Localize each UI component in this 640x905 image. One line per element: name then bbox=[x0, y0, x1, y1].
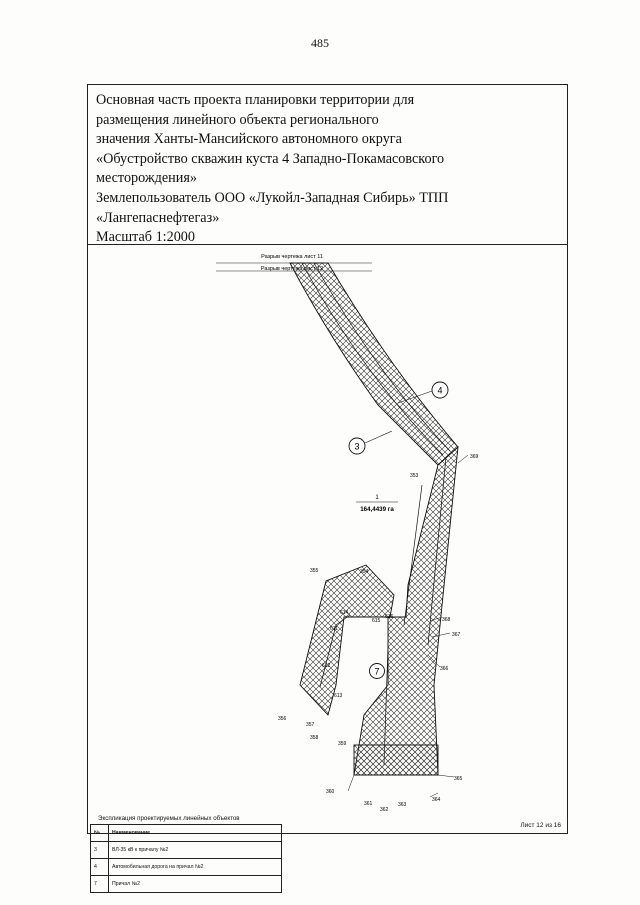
legend-name: ВЛ-35 кВ к причалу №2 bbox=[109, 842, 282, 859]
break-bottom-label: Разрыв чертежа лист 12 bbox=[260, 266, 324, 272]
area-value: 164,4439 га bbox=[360, 506, 394, 513]
point-360: 360 bbox=[326, 789, 335, 795]
point-369: 369 bbox=[470, 454, 479, 460]
legend-header-row bbox=[91, 825, 282, 842]
legend-name: Автомобильная дорога на причал №2 bbox=[109, 859, 282, 876]
point-355: 355 bbox=[310, 568, 319, 574]
legend bbox=[90, 815, 282, 893]
area-number: 1 bbox=[375, 495, 379, 501]
point-368: 368 bbox=[442, 617, 451, 623]
legend-name: Причал №2 bbox=[109, 876, 282, 893]
legend-title: Экспликация проектируемых линейных объектов bbox=[98, 815, 240, 822]
title-line: значения Ханты-Мансийского автономного округа bbox=[96, 131, 402, 148]
title-line: «Лангепаснефтегаз» bbox=[96, 209, 220, 226]
point-615: 615 bbox=[372, 618, 381, 624]
legend-table bbox=[90, 824, 282, 893]
bottom-block bbox=[354, 745, 438, 775]
callout-4-text: 4 bbox=[437, 385, 443, 396]
callout-7 bbox=[370, 664, 385, 679]
title-line: Масштаб 1:2000 bbox=[96, 229, 195, 246]
legend-header-name: Наименование bbox=[109, 825, 282, 842]
title-line: Землепользователь ООО «Лукойл-Западная Сибирь» ТПП bbox=[96, 189, 449, 206]
legend-header-num: № bbox=[91, 825, 109, 842]
corridor-upper bbox=[290, 263, 458, 465]
callout-3 bbox=[349, 431, 392, 454]
point-363: 363 bbox=[398, 802, 407, 808]
break-top-label: Разрыв чертежа лист 11 bbox=[261, 254, 323, 260]
point-354: 354 bbox=[360, 569, 369, 575]
table-row bbox=[91, 842, 282, 859]
point-356: 356 bbox=[278, 716, 287, 722]
callout-7-text: 7 bbox=[374, 666, 380, 677]
point-613: 613 bbox=[334, 693, 343, 699]
document-frame bbox=[87, 84, 568, 887]
point-364: 364 bbox=[432, 797, 441, 803]
title-line: месторождения» bbox=[96, 170, 197, 187]
title-line: размещения линейного объекта регионального bbox=[96, 111, 379, 128]
title-block bbox=[88, 85, 567, 245]
point-359: 359 bbox=[338, 741, 347, 747]
page-number: 485 bbox=[311, 36, 329, 50]
sheet-label: Лист 12 из 16 bbox=[520, 822, 561, 829]
table-row bbox=[91, 876, 282, 893]
legend-num: 3 bbox=[91, 842, 109, 859]
legend-num: 7 bbox=[91, 876, 109, 893]
callout-3-text: 3 bbox=[354, 441, 360, 452]
point-612: 612 bbox=[322, 663, 331, 669]
point-362: 362 bbox=[380, 807, 389, 813]
title-line: Основная часть проекта планировки территории для bbox=[96, 92, 415, 108]
point-366: 366 bbox=[440, 666, 449, 672]
point-616: 616 bbox=[385, 614, 394, 620]
point-611: 611 bbox=[330, 626, 338, 632]
point-361: 361 bbox=[364, 801, 373, 807]
point-365: 365 bbox=[454, 776, 463, 782]
site-plan-drawing bbox=[88, 245, 567, 833]
point-367: 367 bbox=[452, 632, 461, 638]
point-614: 614 bbox=[340, 610, 349, 616]
site-plan-map bbox=[88, 245, 567, 887]
point-358: 358 bbox=[310, 735, 319, 741]
point-353: 353 bbox=[410, 473, 419, 479]
title-line: «Обустройство скважин куста 4 Западно-Покамасовского bbox=[96, 150, 445, 167]
point-357: 357 bbox=[306, 722, 315, 728]
table-row bbox=[91, 859, 282, 876]
pier-block bbox=[300, 565, 394, 715]
legend-num: 4 bbox=[91, 859, 109, 876]
